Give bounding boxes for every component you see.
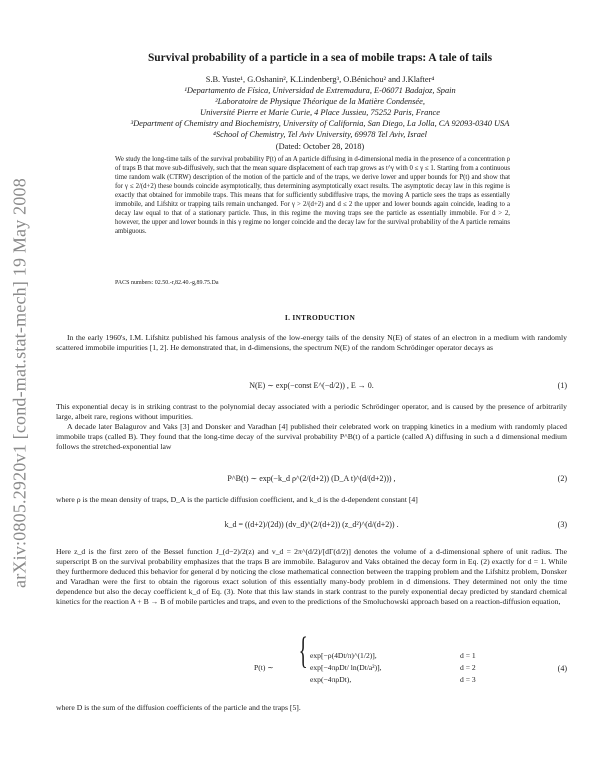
- equation-number: (1): [557, 381, 567, 390]
- paragraph-text: where ρ is the mean density of traps, D_A is the particle diffusion coefficient, and k_d is the d-dependent constant [4]: [56, 495, 418, 504]
- case-expression: exp(−4πρDt),: [310, 675, 352, 684]
- case-expression: exp[−ρ(4Dt/π)^(1/2)],: [310, 651, 377, 660]
- equation-1: [56, 381, 567, 393]
- pacs-numbers: PACS numbers: 02.50.-r,82.40.-g,89.75.Da: [115, 280, 219, 286]
- paragraph-text: This exponential decay is in striking contrast to the polynomial decay associated with a periodic Schrödinger operator, and is caused by the presence of arbitrarily large, albeit rare, regions without impurities.: [56, 402, 567, 421]
- case-condition: d = 3: [460, 675, 476, 684]
- paper-title: Survival probability of a particle in a sea of mobile traps: A tale of tails: [147, 52, 493, 64]
- equation-lhs: P(t) ∼: [254, 663, 274, 672]
- body-paragraph: [56, 547, 567, 607]
- equation-formula: k_d = ((d+2)/(2d)) (dv_d)^(2/(d+2)) (z_d²)^(d/(d+2)) .: [224, 520, 399, 529]
- dated-line: (Dated: October 28, 2018): [275, 142, 365, 151]
- arxiv-id: arXiv:0805.2920v1 [cond-mat.stat-mech] 19 May 2008: [9, 178, 30, 588]
- equation-number: (4): [557, 664, 567, 673]
- affiliation: ³Department of Chemistry and Biochemistry, University of California, San Diego, La Jolla, CA 92093-0340 USA: [130, 119, 510, 128]
- equation-2: [56, 474, 567, 486]
- arxiv-sidebar-stamp: [0, 148, 40, 618]
- affiliation: ⁴School of Chemistry, Tel Aviv University, 69978 Tel Aviv, Israel: [213, 130, 427, 139]
- author-list: S.B. Yuste¹, G.Oshanin², K.Lindenberg³, O.Bénichou² and J.Klafter⁴: [205, 75, 435, 84]
- equation-3: [56, 520, 567, 532]
- paragraph-text: A decade later Balagurov and Vaks [3] and Donsker and Varadhan [4] published their celebrated work on trapping kinetics in a medium with randomly placed immobile traps (called B). They found that the long-time decay of the survival probability P^B(t) of a particle (called A) diffusing in such a d dimensional medium follows the stretched-exponential law: [56, 422, 567, 451]
- body-paragraph: [56, 495, 567, 505]
- piecewise-row: [310, 674, 600, 686]
- abstract: We study the long-time tails of the survival probability P(t) of an A particle diffusing in d-dimensional media in the presence of a concentration ρ of traps B that move sub-diffusively, such that the mean square displacement of each trap grows as t^γ with 0 ≤ γ ≤ 1. Starting from a continuous time random walk (CTRW) description of the motion of the particle and of the traps, we derive lower and upper bounds for P(t) and show that for γ ≤ 2/(d+2) these bounds coincide asymptotically, thus determining asymptotically exact results. The asymptotic decay law in this regime is exactly that obtained for immobile traps. This means that for sufficiently subdiffusive traps, the moving A particle sees the traps as essentially immobile, and Lifshitz or trapping tails remain unchanged. For γ > 2/(d+2) and d ≤ 2 the upper and lower bounds again coincide, leading to a decay law equal to that of a stationary particle. Thus, in this regime the moving traps see the particle as essentially immobile. For d > 2, however, the upper and lower bounds in this γ regime no longer coincide and the decay law for the survival probability of the A particle remains ambiguous.: [115, 156, 510, 236]
- paragraph-text: where D is the sum of the diffusion coefficients of the particle and the traps [5].: [56, 703, 301, 712]
- case-expression: exp[−4πρDt/ ln(Dt/a²)],: [310, 663, 382, 672]
- left-brace: {: [298, 630, 308, 672]
- paragraph-text: Here z_d is the first zero of the Bessel function J_(d−2)/2(z) and v_d = 2π^(d/2)/[dΓ(d/2)] denotes the volume of a d-dimensional sphere of unit radius. The superscript B on the survival probability emphasizes that the traps B are immobile. Balagurov and Vaks obtained the decay form in Eq. (2) exactly for d = 1. While they furthermore deduced this behavior for general d by noticing the close mathematical connection between the trapping problem and the Lifshitz problem, Donsker and Varadhan were the first to obtain the rigorous exact solution of this essentially many-body problem in d dimensions. They determined not only the time dependence but also the decay coefficient k_d of Eq. (3). Note that this law stands in stark contrast to the purely exponential decay predicted by standard chemical kinetics for the reaction A + B → B of mobile particles and traps, and even to the predictions of the Smoluchowski approach based on a reaction-diffusion equation,: [56, 547, 567, 606]
- equation-number: (3): [557, 520, 567, 529]
- case-condition: d = 2: [460, 663, 476, 672]
- piecewise-row: [310, 662, 600, 674]
- case-condition: d = 1: [460, 651, 476, 660]
- body-paragraph: [56, 333, 567, 353]
- piecewise-row: [310, 650, 600, 662]
- affiliation: Université Pierre et Marie Curie, 4 Place Jussieu, 75252 Paris, France: [200, 108, 440, 117]
- paragraph-text: In the early 1960's, I.M. Lifshitz published his famous analysis of the low-energy tails of the density N(E) of states of an electron in a medium with randomly scattered immobile impurities [1, 2]. He demonstrated that, in d-dimensions, the spectrum N(E) of the random Schrödinger operator decays as: [56, 333, 567, 352]
- equation-formula: N(E) ∼ exp(−const E^(−d/2)) , E → 0.: [249, 381, 374, 390]
- equation-number: (2): [557, 474, 567, 483]
- section-heading: I. INTRODUCTION: [284, 313, 356, 322]
- body-paragraph: [56, 703, 567, 713]
- affiliation: ¹Departamento de Física, Universidad de Extremadura, E-06071 Badajoz, Spain: [184, 86, 456, 95]
- affiliation: ²Laboratoire de Physique Théorique de la Matière Condensée,: [215, 97, 425, 106]
- piecewise-rows: [310, 650, 600, 686]
- equation-4: [56, 630, 567, 690]
- author-block: [60, 74, 580, 152]
- body-paragraph: [56, 402, 567, 452]
- equation-formula: P^B(t) ∼ exp(−k_d ρ^(2/(d+2)) (D_A t)^(d/(d+2))) ,: [227, 474, 396, 483]
